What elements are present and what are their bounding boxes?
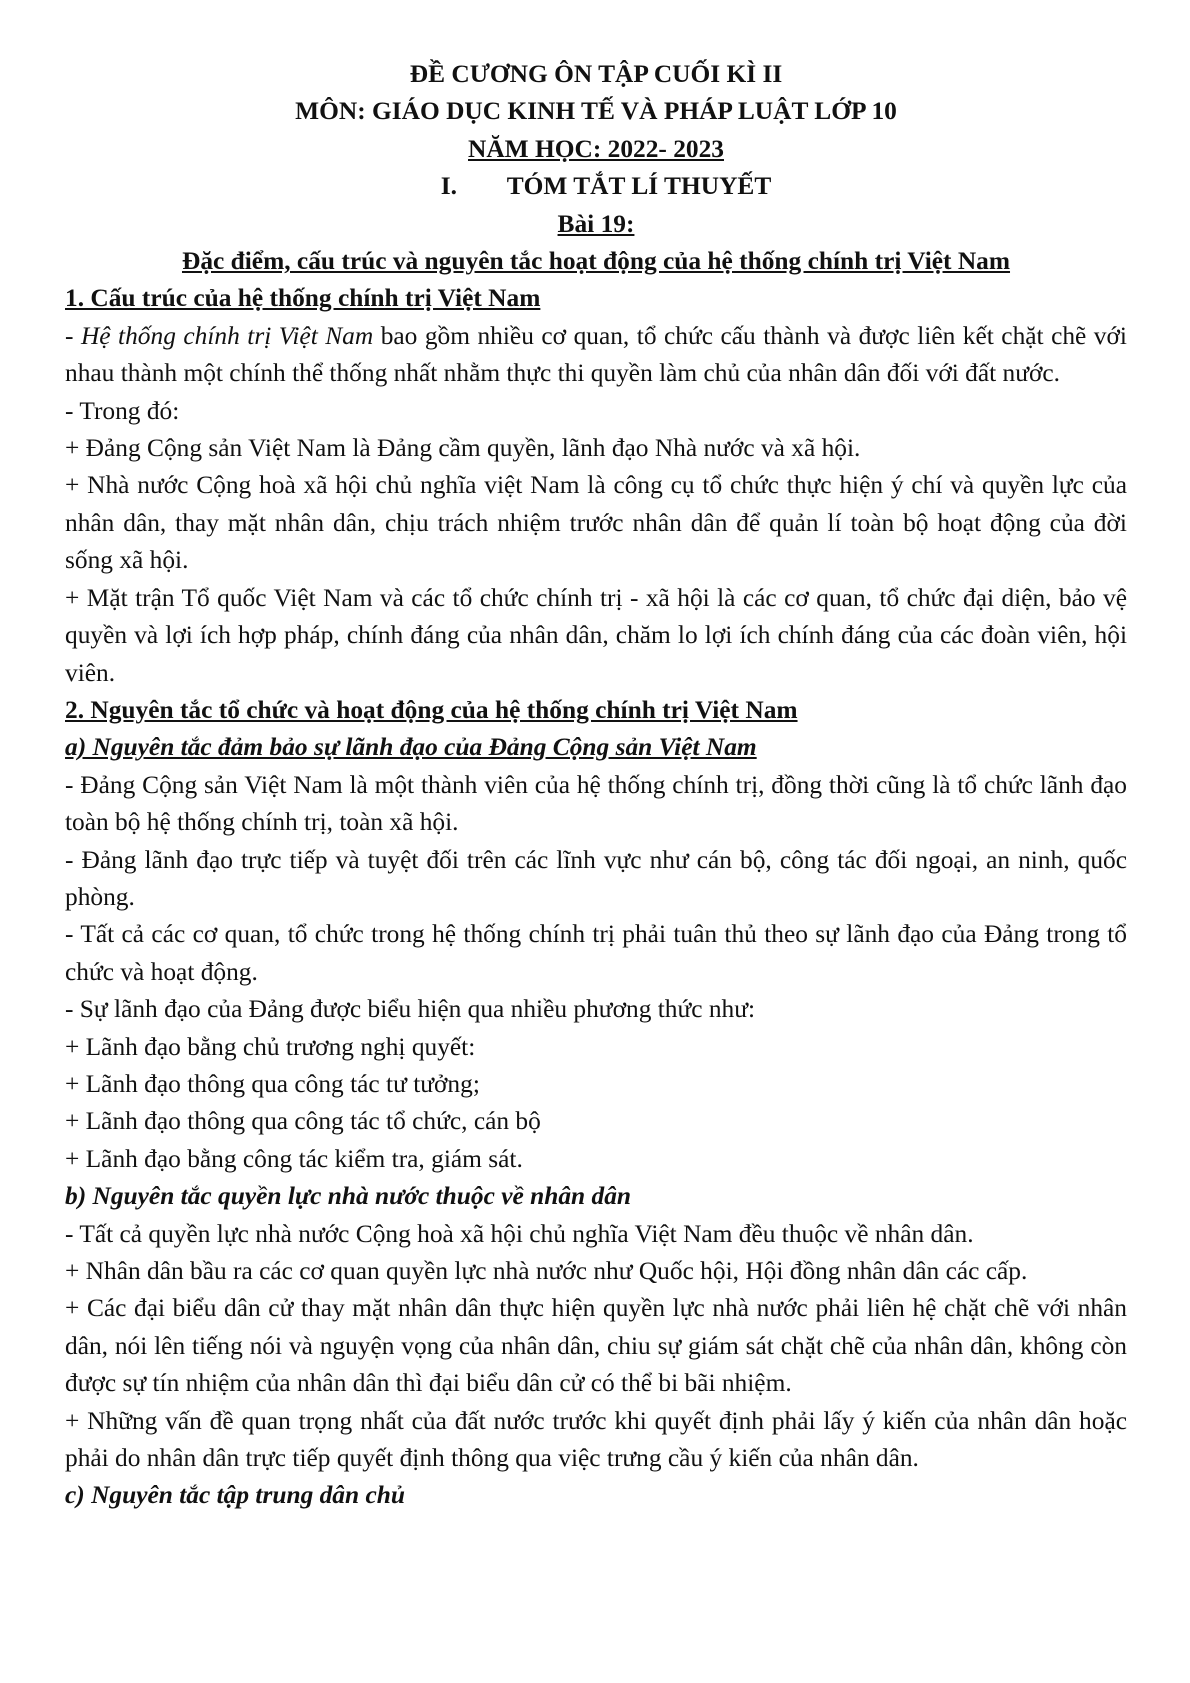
paragraph: - Tất cả các cơ quan, tổ chức trong hệ thống chính trị phải tuân thủ theo sự lãnh đạo của Đảng trong tổ chức và hoạt động. bbox=[65, 920, 1127, 986]
section-numeral: I. bbox=[440, 172, 457, 201]
lesson-number-text: Bài 19: bbox=[557, 209, 635, 238]
italic-term: Hệ thống chính trị Việt Nam bbox=[80, 321, 374, 350]
subject-title: MÔN: GIÁO DỤC KINH TẾ VÀ PHÁP LUẬT LỚP 10 bbox=[295, 97, 897, 126]
paragraph: - Đảng lãnh đạo trực tiếp và tuyệt đối trên các lĩnh vực như cán bộ, công tác đối ngoại, an ninh, quốc phòng. bbox=[65, 845, 1127, 911]
paragraph: + Những vấn đề quan trọng nhất của đất nước trước khi quyết định phải lấy ý kiến của nhân dân hoặc phải do nhân dân trực tiếp quyết định thông qua việc trưng cầu ý kiến của nhân dân. bbox=[65, 1406, 1127, 1473]
bullet-prefix: - bbox=[65, 321, 81, 350]
list-item: + Lãnh đạo thông qua công tác tư tưởng; bbox=[65, 1069, 480, 1098]
paragraph: - Trong đó: bbox=[65, 396, 180, 425]
section-1-heading: 1. Cấu trúc của hệ thống chính trị Việt Nam bbox=[65, 284, 541, 313]
school-year-text: NĂM HỌC: 2022- 2023 bbox=[468, 134, 724, 163]
subsection-c-heading: c) Nguyên tắc tập trung dân chủ bbox=[65, 1481, 405, 1510]
subsection-b-heading: b) Nguyên tắc quyền lực nhà nước thuộc về nhân dân bbox=[65, 1182, 632, 1211]
doc-title: ĐỀ CƯƠNG ÔN TẬP CUỐI KÌ II bbox=[409, 60, 783, 88]
lesson-title bbox=[65, 243, 1127, 280]
paragraph: - Đảng Cộng sản Việt Nam là một thành viên của hệ thống chính trị, đồng thời cũng là tổ chức lãnh đạo toàn bộ hệ thống chính trị, toàn xã hội. bbox=[65, 770, 1127, 837]
paragraph-text: bao gồm nhiều cơ quan, tổ chức cấu thành và được liên kết chặt chẽ với nhau thành một chính thể thống nhất nhằm thực thi quyền làm chủ của nhân dân đối với đất nước. bbox=[65, 321, 1127, 388]
document-page bbox=[65, 56, 1127, 1515]
list-item: + Lãnh đạo thông qua công tác tổ chức, cán bộ bbox=[65, 1107, 541, 1136]
paragraph: + Các đại biểu dân cử thay mặt nhân dân thực hiện quyền lực nhà nước phải liên hệ chặt chẽ với nhân dân, nói lên tiếng nói và nguyện vọng của nhân dân, chiu sự giám sát chặt chẽ của nhân dân, không còn được sự tín nhiệm của nhân dân thì đại biểu dân cử có thể bi bãi nhiệm. bbox=[65, 1294, 1127, 1398]
paragraph: + Nhà nước Cộng hoà xã hội chủ nghĩa việt Nam là công cụ tổ chức thực hiện ý chí và quyền lực của nhân dân, thay mặt nhân dân, chịu trách nhiệm trước nhân dân để quản lí toàn bộ hoạt động của đời sống xã hội. bbox=[65, 471, 1127, 575]
subsection-a-heading: a) Nguyên tắc đảm bảo sự lãnh đạo của Đảng Cộng sản Việt Nam bbox=[65, 733, 757, 762]
lesson-number bbox=[65, 206, 1127, 243]
paragraph: + Đảng Cộng sản Việt Nam là Đảng cầm quyền, lãnh đạo Nhà nước và xã hội. bbox=[65, 434, 861, 463]
list-item: + Lãnh đạo bằng chủ trương nghị quyết: bbox=[65, 1032, 476, 1061]
section-title-text: TÓM TẮT LÍ THUYẾT bbox=[506, 172, 772, 201]
paragraph: + Mặt trận Tổ quốc Việt Nam và các tổ chức chính trị - xã hội là các cơ quan, tổ chức đại diện, bảo vệ quyền và lợi ích hợp pháp, chính đáng của nhân dân, chăm lo lợi ích chính đáng của các đoàn viên, hội viên. bbox=[65, 583, 1127, 687]
section-title bbox=[65, 168, 1127, 205]
paragraph bbox=[65, 318, 1127, 393]
paragraph: - Sự lãnh đạo của Đảng được biểu hiện qua nhiều phương thức như: bbox=[65, 995, 756, 1024]
section-2-heading: 2. Nguyên tắc tổ chức và hoạt động của hệ thống chính trị Việt Nam bbox=[65, 695, 798, 724]
list-item: + Lãnh đạo bằng công tác kiểm tra, giám sát. bbox=[65, 1144, 523, 1173]
paragraph: + Nhân dân bầu ra các cơ quan quyền lực nhà nước như Quốc hội, Hội đồng nhân dân các cấp. bbox=[65, 1257, 1028, 1285]
paragraph: - Tất cả quyền lực nhà nước Cộng hoà xã hội chủ nghĩa Việt Nam đều thuộc về nhân dân. bbox=[65, 1219, 974, 1248]
lesson-title-text: Đặc điểm, cấu trúc và nguyên tắc hoạt động của hệ thống chính trị Việt Nam bbox=[181, 247, 1011, 276]
school-year bbox=[65, 131, 1127, 168]
